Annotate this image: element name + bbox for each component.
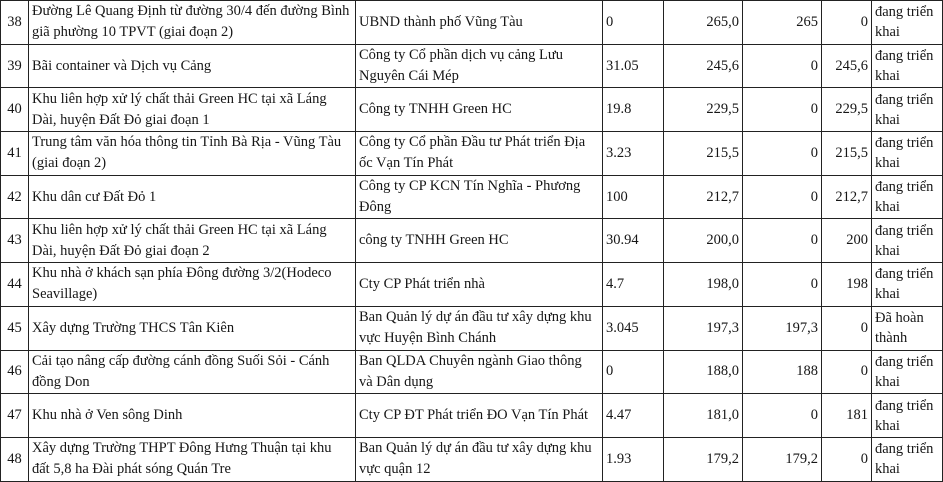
project-name-cell: Bãi container và Dịch vụ Cảng bbox=[29, 44, 356, 88]
table-body bbox=[1, 1, 943, 482]
project-name-cell: Đường Lê Quang Định từ đường 30/4 đến đường Bình giã phường 10 TPVT (giai đoạn 2) bbox=[29, 1, 356, 45]
status-cell: đang triển khai bbox=[872, 132, 943, 176]
total-value-cell: 198,0 bbox=[664, 263, 743, 307]
investor-cell: Ban QLDA Chuyên ngành Giao thông và Dân dụng bbox=[356, 350, 603, 394]
investor-cell: Công ty CP KCN Tín Nghĩa - Phương Đông bbox=[356, 175, 603, 219]
paid-value-cell: 0 bbox=[743, 132, 822, 176]
paid-value-cell: 0 bbox=[743, 175, 822, 219]
status-cell: đang triển khai bbox=[872, 263, 943, 307]
project-name-cell: Xây dựng Trường THPT Đông Hưng Thuận tại khu đất 5,8 ha Đài phát sóng Quán Tre bbox=[29, 437, 356, 481]
area-cell: 4.7 bbox=[603, 263, 664, 307]
table-row bbox=[1, 44, 943, 88]
remaining-value-cell: 0 bbox=[822, 437, 872, 481]
investor-cell: Ban Quản lý dự án đầu tư xây dựng khu vực Huyện Bình Chánh bbox=[356, 306, 603, 350]
investor-cell: Công ty TNHH Green HC bbox=[356, 88, 603, 132]
table-row bbox=[1, 175, 943, 219]
row-number-cell: 38 bbox=[1, 1, 29, 45]
project-name-cell: Khu liên hợp xử lý chất thải Green HC tại xã Láng Dài, huyện Đất Đỏ giai đoạn 1 bbox=[29, 88, 356, 132]
paid-value-cell: 0 bbox=[743, 394, 822, 438]
paid-value-cell: 197,3 bbox=[743, 306, 822, 350]
remaining-value-cell: 0 bbox=[822, 306, 872, 350]
table-row bbox=[1, 132, 943, 176]
table-row bbox=[1, 263, 943, 307]
row-number-cell: 46 bbox=[1, 350, 29, 394]
project-name-cell: Khu nhà ở khách sạn phía Đông đường 3/2(Hodeco Seavillage) bbox=[29, 263, 356, 307]
status-cell: đang triển khai bbox=[872, 219, 943, 263]
row-number-cell: 48 bbox=[1, 437, 29, 481]
investor-cell: UBND thành phố Vũng Tàu bbox=[356, 1, 603, 45]
total-value-cell: 229,5 bbox=[664, 88, 743, 132]
investor-cell: công ty TNHH Green HC bbox=[356, 219, 603, 263]
remaining-value-cell: 0 bbox=[822, 350, 872, 394]
total-value-cell: 179,2 bbox=[664, 437, 743, 481]
total-value-cell: 215,5 bbox=[664, 132, 743, 176]
row-number-cell: 40 bbox=[1, 88, 29, 132]
area-cell: 1.93 bbox=[603, 437, 664, 481]
investor-cell: Ban Quản lý dự án đầu tư xây dựng khu vực quận 12 bbox=[356, 437, 603, 481]
remaining-value-cell: 0 bbox=[822, 1, 872, 45]
paid-value-cell: 0 bbox=[743, 263, 822, 307]
area-cell: 19.8 bbox=[603, 88, 664, 132]
total-value-cell: 245,6 bbox=[664, 44, 743, 88]
table-row bbox=[1, 1, 943, 45]
table-row bbox=[1, 219, 943, 263]
total-value-cell: 200,0 bbox=[664, 219, 743, 263]
row-number-cell: 43 bbox=[1, 219, 29, 263]
area-cell: 0 bbox=[603, 350, 664, 394]
row-number-cell: 47 bbox=[1, 394, 29, 438]
area-cell: 4.47 bbox=[603, 394, 664, 438]
table-row bbox=[1, 88, 943, 132]
area-cell: 0 bbox=[603, 1, 664, 45]
status-cell: Đã hoàn thành bbox=[872, 306, 943, 350]
area-cell: 3.23 bbox=[603, 132, 664, 176]
area-cell: 100 bbox=[603, 175, 664, 219]
status-cell: đang triển khai bbox=[872, 175, 943, 219]
remaining-value-cell: 215,5 bbox=[822, 132, 872, 176]
status-cell: đang triển khai bbox=[872, 88, 943, 132]
paid-value-cell: 0 bbox=[743, 219, 822, 263]
area-cell: 31.05 bbox=[603, 44, 664, 88]
status-cell: đang triển khai bbox=[872, 394, 943, 438]
project-name-cell: Cải tạo nâng cấp đường cánh đồng Suối Sỏi - Cánh đồng Don bbox=[29, 350, 356, 394]
row-number-cell: 39 bbox=[1, 44, 29, 88]
table-row bbox=[1, 437, 943, 481]
investor-cell: Công ty Cổ phần Đầu tư Phát triển Địa ốc Vạn Tín Phát bbox=[356, 132, 603, 176]
project-name-cell: Khu dân cư Đất Đỏ 1 bbox=[29, 175, 356, 219]
project-name-cell: Khu liên hợp xử lý chất thải Green HC tại xã Láng Dài, huyện Đất Đỏ giai đoạn 2 bbox=[29, 219, 356, 263]
paid-value-cell: 0 bbox=[743, 44, 822, 88]
row-number-cell: 45 bbox=[1, 306, 29, 350]
remaining-value-cell: 181 bbox=[822, 394, 872, 438]
remaining-value-cell: 198 bbox=[822, 263, 872, 307]
remaining-value-cell: 212,7 bbox=[822, 175, 872, 219]
investor-cell: Cty CP ĐT Phát triển ĐO Vạn Tín Phát bbox=[356, 394, 603, 438]
investor-cell: Cty CP Phát triển nhà bbox=[356, 263, 603, 307]
project-name-cell: Khu nhà ở Ven sông Dinh bbox=[29, 394, 356, 438]
row-number-cell: 41 bbox=[1, 132, 29, 176]
remaining-value-cell: 200 bbox=[822, 219, 872, 263]
status-cell: đang triển khai bbox=[872, 1, 943, 45]
area-cell: 3.045 bbox=[603, 306, 664, 350]
paid-value-cell: 179,2 bbox=[743, 437, 822, 481]
total-value-cell: 197,3 bbox=[664, 306, 743, 350]
table-row bbox=[1, 306, 943, 350]
paid-value-cell: 0 bbox=[743, 88, 822, 132]
table-row bbox=[1, 350, 943, 394]
total-value-cell: 188,0 bbox=[664, 350, 743, 394]
remaining-value-cell: 245,6 bbox=[822, 44, 872, 88]
investor-cell: Công ty Cổ phần dịch vụ cảng Lưu Nguyên Cái Mép bbox=[356, 44, 603, 88]
status-cell: đang triển khai bbox=[872, 437, 943, 481]
paid-value-cell: 188 bbox=[743, 350, 822, 394]
total-value-cell: 265,0 bbox=[664, 1, 743, 45]
status-cell: đang triển khai bbox=[872, 44, 943, 88]
total-value-cell: 181,0 bbox=[664, 394, 743, 438]
paid-value-cell: 265 bbox=[743, 1, 822, 45]
row-number-cell: 42 bbox=[1, 175, 29, 219]
project-name-cell: Trung tâm văn hóa thông tin Tỉnh Bà Rịa - Vũng Tàu (giai đoạn 2) bbox=[29, 132, 356, 176]
row-number-cell: 44 bbox=[1, 263, 29, 307]
remaining-value-cell: 229,5 bbox=[822, 88, 872, 132]
status-cell: đang triển khai bbox=[872, 350, 943, 394]
area-cell: 30.94 bbox=[603, 219, 664, 263]
table-row bbox=[1, 394, 943, 438]
total-value-cell: 212,7 bbox=[664, 175, 743, 219]
project-name-cell: Xây dựng Trường THCS Tân Kiên bbox=[29, 306, 356, 350]
